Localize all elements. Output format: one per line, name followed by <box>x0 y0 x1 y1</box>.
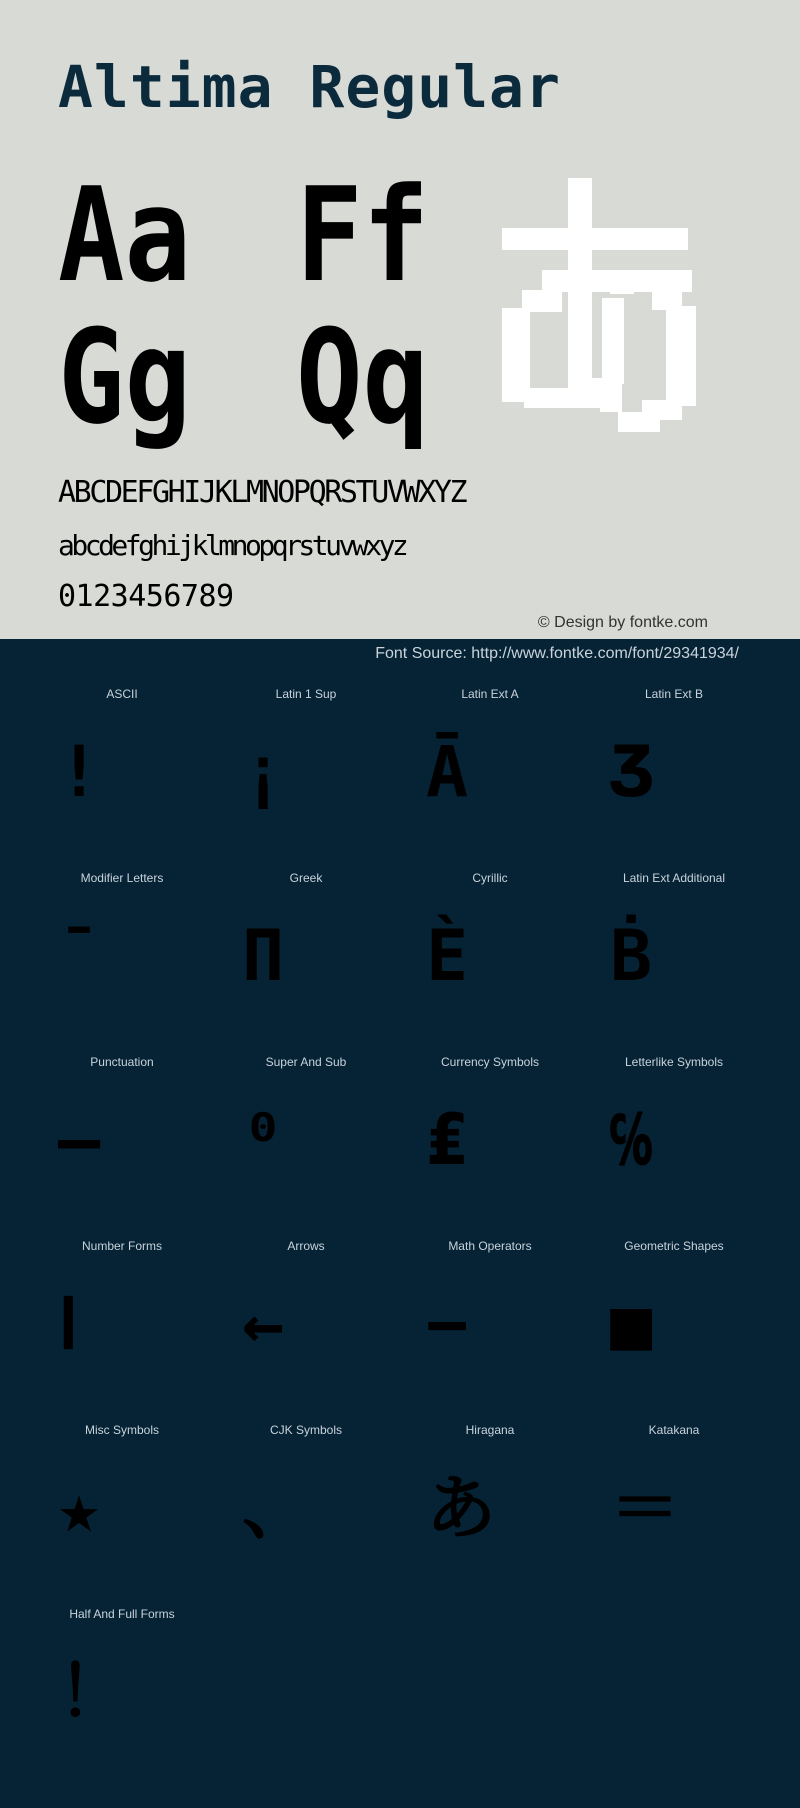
unicode-block-sample-glyph: ＝ <box>610 1467 680 1549</box>
unicode-block-sample-glyph: ˉ <box>58 915 101 997</box>
unicode-block-sample-glyph: Ḃ <box>610 915 653 997</box>
unicode-block-cell <box>214 871 398 1055</box>
unicode-block-cell <box>214 687 398 871</box>
unicode-block-label: Latin Ext Additional <box>622 871 726 885</box>
hiragana-a-feature-glyph <box>502 178 708 432</box>
unicode-block-cell <box>30 1607 214 1791</box>
unicode-block-cell <box>398 687 582 871</box>
unicode-block-label: Greek <box>289 871 323 885</box>
unicode-block-label: Latin 1 Sup <box>275 687 337 701</box>
unicode-block-sample-glyph: Ѐ <box>426 915 469 997</box>
unicode-block-sample-glyph: ⁰ <box>242 1099 285 1181</box>
unicode-block-sample-glyph: あ <box>426 1467 496 1549</box>
unicode-block-sample-glyph: ! <box>58 731 101 813</box>
unicode-block-sample-glyph: ← <box>242 1283 285 1365</box>
unicode-block-cell <box>30 871 214 1055</box>
unicode-block-cell <box>30 1239 214 1423</box>
unicode-block-label: Latin Ext A <box>461 687 519 701</box>
unicode-block-label: Super And Sub <box>265 1055 347 1069</box>
unicode-block-sample-glyph: 、 <box>242 1467 312 1549</box>
unicode-block-label: Currency Symbols <box>440 1055 540 1069</box>
digits-sample: 0123456789 <box>58 579 234 614</box>
unicode-block-cell <box>582 1055 766 1239</box>
unicode-block-label: Cyrillic <box>472 871 508 885</box>
unicode-block-sample-glyph: ★ <box>58 1467 101 1549</box>
unicode-block-label: Punctuation <box>90 1055 154 1069</box>
unicode-block-cell <box>582 1239 766 1423</box>
sample-pair-ff: Ff <box>296 159 430 311</box>
unicode-block-sample-glyph: – <box>58 1099 101 1181</box>
design-credit: © Design by fontke.com <box>537 614 708 631</box>
sample-pair-qq: Qq <box>296 301 430 453</box>
unicode-block-sample-glyph: Ʒ <box>610 731 653 813</box>
unicode-block-sample-glyph: ₤ <box>426 1099 469 1181</box>
unicode-block-cell <box>398 1239 582 1423</box>
unicode-block-cell <box>398 871 582 1055</box>
uppercase-sample: ABCDEFGHIJKLMNOPQRSTUVWXYZ <box>58 475 466 510</box>
unicode-block-label: Hiragana <box>465 1423 515 1437</box>
unicode-block-sample-glyph: ！ <box>58 1651 128 1733</box>
unicode-block-label: Katakana <box>648 1423 700 1437</box>
unicode-block-label: ASCII <box>106 687 138 701</box>
font-title: Altima Regular <box>58 53 561 121</box>
unicode-block-sample-glyph: Π <box>242 915 285 997</box>
unicode-block-sample-glyph: ■ <box>610 1283 653 1365</box>
unicode-block-cell <box>582 687 766 871</box>
unicode-block-sample-glyph: ¡ <box>242 731 285 813</box>
unicode-block-cell <box>30 1423 214 1607</box>
unicode-block-cell <box>398 1423 582 1607</box>
unicode-block-cell <box>214 1239 398 1423</box>
unicode-block-label: CJK Symbols <box>269 1423 343 1437</box>
unicode-block-label: Half And Full Forms <box>69 1607 175 1621</box>
unicode-block-cell <box>582 1423 766 1607</box>
lowercase-sample: abcdefghijklmnopqrstuvwxyz <box>58 529 406 562</box>
sample-pair-aa: Aa <box>58 159 192 311</box>
unicode-block-label: Misc Symbols <box>84 1423 159 1437</box>
unicode-block-cell <box>30 687 214 871</box>
unicode-block-cell <box>398 1055 582 1239</box>
unicode-block-cell <box>30 1055 214 1239</box>
unicode-block-sample-glyph: Ⅰ <box>58 1283 79 1365</box>
unicode-block-label: Modifier Letters <box>80 871 164 885</box>
unicode-block-sample-glyph: Ā <box>426 731 469 813</box>
unicode-block-sample-glyph: − <box>426 1283 469 1365</box>
unicode-block-label: Latin Ext B <box>644 687 704 701</box>
unicode-block-label: Arrows <box>287 1239 325 1253</box>
unicode-block-label: Number Forms <box>81 1239 162 1253</box>
unicode-block-cell <box>214 1055 398 1239</box>
unicode-block-cell <box>214 1423 398 1607</box>
unicode-block-label: Letterlike Symbols <box>624 1055 724 1069</box>
font-source-link[interactable]: Font Source: http://www.fontke.com/font/29341934/ <box>375 645 739 662</box>
unicode-block-sample-glyph: ℅ <box>610 1099 653 1181</box>
font-preview-header <box>0 0 800 639</box>
unicode-block-label: Math Operators <box>448 1239 532 1253</box>
unicode-block-cell <box>582 871 766 1055</box>
sample-pair-gg: Gg <box>58 301 192 453</box>
unicode-block-label: Geometric Shapes <box>624 1239 724 1253</box>
